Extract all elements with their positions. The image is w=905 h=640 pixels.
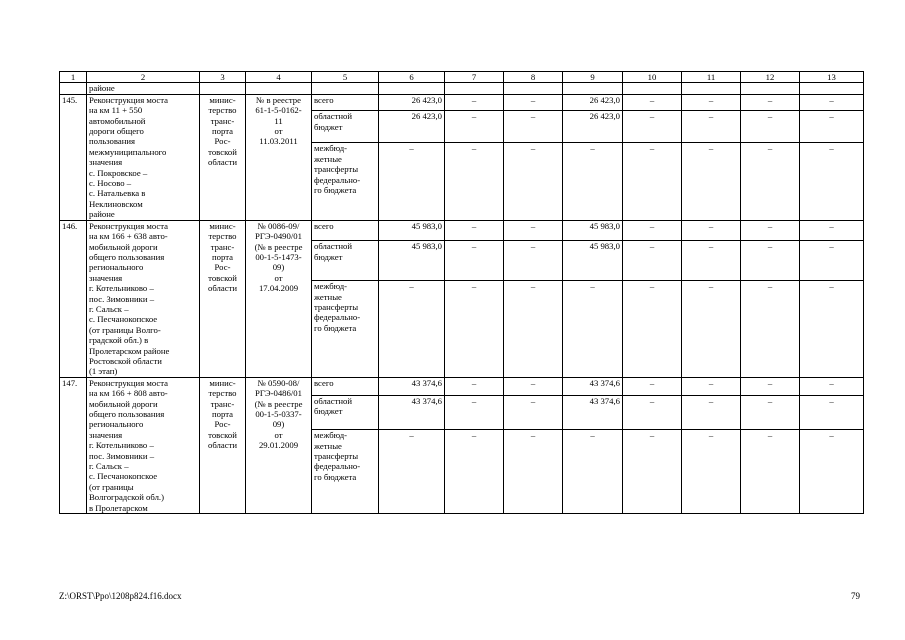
text-line: всего <box>314 377 334 388</box>
amount-cell: – <box>800 395 864 429</box>
amount-cell: – <box>800 377 864 395</box>
text-line: порта <box>212 126 233 137</box>
funding-source <box>312 430 379 514</box>
amount-cell: – <box>800 430 864 514</box>
amount-cell: – <box>682 111 741 143</box>
text-line: всего <box>314 94 334 105</box>
text-line: на км 11 + 550 <box>89 105 143 116</box>
funding-source <box>312 111 379 143</box>
amount-cell: – <box>445 377 504 395</box>
amount-cell: 43 374,6 <box>563 395 623 429</box>
amount-cell: – <box>682 143 741 220</box>
amount-cell: – <box>504 241 563 281</box>
text-line: от <box>274 126 283 137</box>
column-header: 8 <box>504 72 563 83</box>
text-line: Рос- <box>214 136 231 147</box>
text-line: товской <box>208 146 237 157</box>
amount-cell: – <box>379 430 445 514</box>
registry-document <box>246 377 312 513</box>
amount-cell: – <box>741 377 800 395</box>
column-header: 4 <box>246 72 312 83</box>
text-line: дороги общего <box>89 126 144 137</box>
amount-cell: 45 983,0 <box>379 241 445 281</box>
text-line: Пролетарском районе <box>89 345 170 356</box>
amount-cell: – <box>741 220 800 241</box>
text-line: федерально- <box>314 461 361 472</box>
text-line: (№ в реестре <box>254 398 303 409</box>
text-line: трансферты <box>314 451 359 462</box>
column-header: 9 <box>563 72 623 83</box>
budget-table <box>59 71 864 514</box>
amount-cell: – <box>445 143 504 220</box>
amount-cell: – <box>741 143 800 220</box>
responsible-org <box>200 377 246 513</box>
text-line: мобильной дороги <box>89 398 158 409</box>
text-line: терство <box>208 231 237 242</box>
amount-cell: – <box>623 241 682 281</box>
column-header: 7 <box>445 72 504 83</box>
text-line: транс- <box>210 398 235 409</box>
text-line: районе <box>89 209 115 220</box>
text-line: го бюджета <box>314 184 357 195</box>
text-line: минис- <box>209 220 236 231</box>
text-line: пос. Зимовники – <box>89 450 155 461</box>
project-name <box>87 94 200 220</box>
text-line: на км 166 + 638 авто- <box>89 231 168 242</box>
amount-cell: – <box>682 430 741 514</box>
text-line: № в реестре <box>256 94 301 105</box>
amount-cell: – <box>682 377 741 395</box>
amount-cell: 45 983,0 <box>563 241 623 281</box>
row-number: 145. <box>60 94 87 220</box>
text-line: 00-1-5-1473- <box>255 251 302 262</box>
text-line: бюджет <box>314 406 343 417</box>
amount-cell: – <box>445 111 504 143</box>
text-line: от <box>274 429 283 440</box>
amount-cell: – <box>445 395 504 429</box>
text-line: товской <box>208 429 237 440</box>
text-line: минис- <box>209 377 236 388</box>
table-body <box>60 72 864 514</box>
text-line: межмуниципального <box>89 146 167 157</box>
amount-cell: – <box>563 143 623 220</box>
page-number: 79 <box>851 591 860 601</box>
footer-file-path: Z:\ORST\Ppo\1208p824.f16.docx <box>59 591 182 601</box>
amount-cell: – <box>682 281 741 378</box>
text-line: межбюд- <box>314 430 348 441</box>
amount-cell: – <box>741 94 800 111</box>
text-line: (№ в реестре <box>254 241 303 252</box>
amount-cell: – <box>623 430 682 514</box>
amount-cell: – <box>682 220 741 241</box>
text-line: с. Носово – <box>89 178 132 189</box>
text-line: мобильной дороги <box>89 241 158 252</box>
text-line: значения <box>89 429 123 440</box>
amount-cell: – <box>623 220 682 241</box>
amount-cell: – <box>741 281 800 378</box>
amount-cell: – <box>800 220 864 241</box>
text-line: области <box>207 283 238 294</box>
text-line: общего пользования <box>89 409 165 419</box>
amount-cell: – <box>563 430 623 514</box>
row-number: 146. <box>60 220 87 377</box>
amount-cell: – <box>445 220 504 241</box>
funding-source <box>312 241 379 281</box>
amount-cell: – <box>379 143 445 220</box>
row-number: 147. <box>60 377 87 513</box>
amount-cell: – <box>504 377 563 395</box>
text-line: 09) <box>272 419 285 430</box>
column-header: 1 <box>60 72 87 83</box>
amount-cell: – <box>623 143 682 220</box>
funding-source <box>312 220 379 241</box>
text-line: го бюджета <box>314 471 357 482</box>
text-line: на км 166 + 808 авто- <box>89 388 168 399</box>
amount-cell: – <box>445 241 504 281</box>
amount-cell: – <box>682 241 741 281</box>
text-line: 11.03.2011 <box>259 136 298 147</box>
amount-cell: – <box>623 377 682 395</box>
amount-cell: 43 374,6 <box>563 377 623 395</box>
amount-cell: – <box>741 241 800 281</box>
text-line: Волгоградской обл.) <box>89 492 164 503</box>
text-line: Рос- <box>214 262 231 273</box>
amount-cell: 26 423,0 <box>563 111 623 143</box>
amount-cell: – <box>623 94 682 111</box>
funding-source <box>312 281 379 378</box>
text-line: федерально- <box>314 174 361 185</box>
column-header: 11 <box>682 72 741 83</box>
text-line: РГЭ-0490/01 <box>255 231 302 242</box>
amount-cell: – <box>504 94 563 111</box>
text-line: в Пролетарском <box>89 502 148 513</box>
text-line: Реконструкция моста <box>89 220 169 231</box>
text-line: с. Песчанокопское <box>89 314 158 325</box>
text-line: значения <box>89 157 123 168</box>
text-line: области <box>207 440 238 451</box>
text-line: областной <box>314 111 353 122</box>
text-line: терство <box>208 105 237 116</box>
text-line: значения <box>89 272 123 283</box>
text-line: (от границы Волго- <box>89 324 161 335</box>
amount-cell: – <box>504 430 563 514</box>
text-line: трансферты <box>314 301 359 312</box>
amount-cell: – <box>623 281 682 378</box>
amount-cell: 45 983,0 <box>563 220 623 241</box>
table-row <box>60 377 864 395</box>
text-line: транс- <box>210 241 235 252</box>
text-line: г. Котельниково – <box>89 283 154 294</box>
text-line: пользования <box>89 136 136 147</box>
text-line: регионального <box>89 262 144 273</box>
text-line: 09) <box>272 262 285 273</box>
table-row <box>60 220 864 241</box>
text-line: го бюджета <box>314 322 357 333</box>
amount-cell: – <box>379 281 445 378</box>
table-row <box>60 94 864 111</box>
text-line: Ростовской области <box>89 355 162 366</box>
text-line: г. Сальск – <box>89 303 129 314</box>
funding-source <box>312 395 379 429</box>
text-line: порта <box>212 409 233 419</box>
amount-cell: – <box>445 430 504 514</box>
text-line: жетные <box>314 291 342 302</box>
amount-cell: – <box>741 430 800 514</box>
column-header: 5 <box>312 72 379 83</box>
text-line: пос. Зимовники – <box>89 293 155 304</box>
text-line: автомобильной <box>89 115 146 126</box>
header-row <box>60 72 864 83</box>
text-line: минис- <box>209 94 236 105</box>
text-line: РГЭ-0486/01 <box>255 388 302 399</box>
text-line: межбюд- <box>314 281 348 292</box>
text-line: 61-1-5-0162- <box>255 105 302 116</box>
amount-cell: – <box>623 111 682 143</box>
amount-cell: – <box>445 281 504 378</box>
amount-cell: – <box>504 111 563 143</box>
continuation-row <box>60 83 864 94</box>
text-line: областной <box>314 395 353 406</box>
responsible-org <box>200 220 246 377</box>
responsible-org <box>200 94 246 220</box>
amount-cell: 43 374,6 <box>379 377 445 395</box>
amount-cell: – <box>682 94 741 111</box>
amount-cell: 26 423,0 <box>379 111 445 143</box>
amount-cell: 26 423,0 <box>563 94 623 111</box>
continuation-text: районе <box>87 83 200 94</box>
funding-source <box>312 143 379 220</box>
text-line: бюджет <box>314 121 343 132</box>
amount-cell: – <box>800 94 864 111</box>
text-line: от <box>274 272 283 283</box>
amount-cell: – <box>800 281 864 378</box>
amount-cell: 26 423,0 <box>379 94 445 111</box>
text-line: транс- <box>210 115 235 126</box>
text-line: Реконструкция моста <box>89 377 169 388</box>
project-name <box>87 220 200 377</box>
column-header: 3 <box>200 72 246 83</box>
text-line: регионального <box>89 419 144 430</box>
amount-cell: – <box>623 395 682 429</box>
text-line: порта <box>212 251 233 262</box>
text-line: с. Покровское – <box>89 167 148 178</box>
text-line: № 0086-09/ <box>257 220 300 231</box>
amount-cell: – <box>504 143 563 220</box>
text-line: с. Песчанокопское <box>89 471 158 482</box>
column-header: 13 <box>800 72 864 83</box>
text-line: Рос- <box>214 419 231 430</box>
amount-cell: 45 983,0 <box>379 220 445 241</box>
text-line: области <box>207 157 238 168</box>
text-line: г. Котельниково – <box>89 440 154 451</box>
text-line: общего пользования <box>89 251 165 262</box>
text-line: № 0590-08/ <box>257 377 300 388</box>
amount-cell: – <box>741 111 800 143</box>
amount-cell: – <box>504 220 563 241</box>
text-line: товской <box>208 272 237 283</box>
amount-cell: – <box>741 395 800 429</box>
text-line: федерально- <box>314 312 361 323</box>
text-line: межбюд- <box>314 143 348 154</box>
funding-source <box>312 94 379 111</box>
text-line: 29.01.2009 <box>258 440 299 451</box>
text-line: 11 <box>274 115 283 126</box>
text-line: (от границы <box>89 481 134 492</box>
text-line: областной <box>314 241 353 252</box>
text-line: терство <box>208 388 237 399</box>
amount-cell: – <box>504 395 563 429</box>
amount-cell: – <box>504 281 563 378</box>
text-line: Неклиновском <box>89 198 143 209</box>
registry-document <box>246 94 312 220</box>
column-header: 6 <box>379 72 445 83</box>
text-line: (1 этап) <box>89 366 118 377</box>
amount-cell: – <box>682 395 741 429</box>
amount-cell: – <box>800 111 864 143</box>
text-line: градской обл.) в <box>89 335 149 346</box>
column-header: 2 <box>87 72 200 83</box>
amount-cell: 43 374,6 <box>379 395 445 429</box>
text-line: жетные <box>314 440 342 451</box>
amount-cell: – <box>800 143 864 220</box>
text-line: 00-1-5-0337- <box>255 409 302 419</box>
registry-document <box>246 220 312 377</box>
column-header: 12 <box>741 72 800 83</box>
text-line: Реконструкция моста <box>89 94 169 105</box>
text-line: г. Сальск – <box>89 461 129 472</box>
column-header: 10 <box>623 72 682 83</box>
funding-source <box>312 377 379 395</box>
text-line: бюджет <box>314 251 343 262</box>
amount-cell: – <box>800 241 864 281</box>
text-line: 17.04.2009 <box>258 283 299 294</box>
amount-cell: – <box>445 94 504 111</box>
text-line: с. Натальевка в <box>89 188 146 199</box>
text-line: трансферты <box>314 164 359 175</box>
text-line: всего <box>314 220 334 231</box>
text-line: жетные <box>314 153 342 164</box>
amount-cell: – <box>563 281 623 378</box>
project-name <box>87 377 200 513</box>
